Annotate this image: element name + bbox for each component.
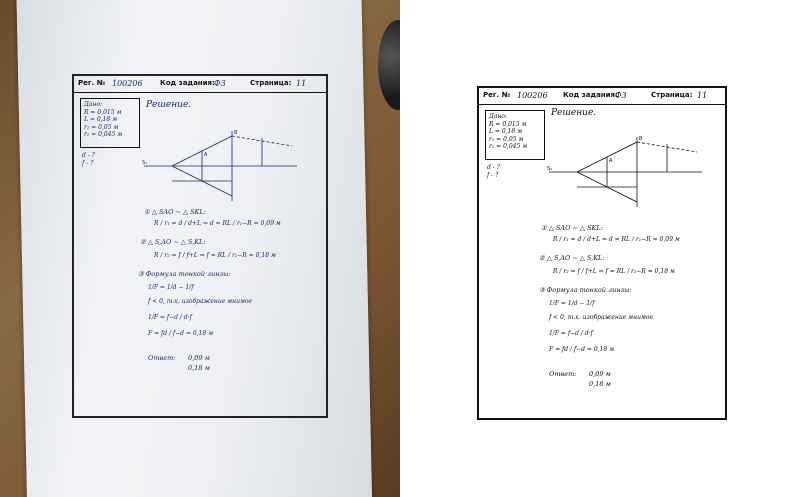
scan-label-a: A: [609, 158, 613, 164]
scan-answer-sheet: [477, 86, 727, 420]
scan-given-title: Дано:: [489, 113, 508, 120]
scan-page-value: 11: [697, 91, 708, 100]
scan-task-value: Ф3: [615, 91, 627, 100]
scan-step2-eq: R / r₂ = f / f+L ⇒ f = RL / r₂−R = 0,18 м: [553, 268, 675, 275]
photo-solution-title: Решение.: [146, 100, 192, 110]
photo-page-value: 11: [296, 79, 307, 88]
photo-answer-label: Ответ:: [148, 354, 176, 362]
photo-unknown-f: f - ?: [82, 160, 94, 167]
photo-step2: ② △ S,AO ∼ △ S,KL:: [140, 238, 206, 246]
scan-given-line: L = 0,18 м: [489, 128, 523, 135]
scan-given-line: R = 0,015 м: [489, 120, 527, 128]
photo-step2-eq: R / r₂ = f / f+L ⇒ f = RL / r₂−R = 0,18 м: [154, 252, 276, 259]
scan-page-label: Страница:: [651, 91, 693, 99]
photo-answer-2: 0,18 м: [188, 364, 210, 372]
scan-reg-label: Рег. №: [483, 91, 511, 99]
photo-step1-eq: R / r₁ = d / d+L ⇒ d = RL / r₁−R = 0,09 м: [154, 220, 281, 227]
photo-given-line: L = 0,18 м: [84, 116, 118, 123]
dark-object: [378, 20, 400, 110]
scan-step3-eq1: 1/F = 1/d − 1/f: [549, 300, 595, 307]
photo-step1: ① △ SAO ∼ △ SKL:: [144, 208, 206, 216]
scan-panel: [400, 0, 800, 497]
scan-given-line: r₁ = 0,05 м: [489, 135, 524, 143]
photo-task-value: Ф3: [214, 79, 226, 88]
photo-label-s1: S₁: [142, 160, 148, 166]
photo-reg-value: 100206: [112, 79, 143, 88]
scan-step3-eq3: F = fd / f−d = 0,18 м: [549, 346, 615, 353]
photo-given-line: r₂ = 0,045 м: [84, 131, 123, 138]
photo-unknown-d: d - ?: [82, 152, 95, 159]
scan-header: [479, 88, 725, 105]
photo-task-label: Код задания:: [160, 79, 215, 87]
scan-reg-value: 100206: [517, 91, 548, 100]
scan-unknown-f: f - ?: [487, 172, 499, 179]
photo-step3-eq3: F = fd / f−d = 0,18 м: [148, 330, 214, 337]
scan-answer-label: Ответ:: [549, 370, 577, 378]
scan-answer-2: 0,18 м: [589, 380, 611, 388]
photo-given-title: Дано:: [84, 101, 103, 108]
photo-reg-label: Рег. №: [78, 79, 106, 87]
photo-step3-eq1: 1/F = 1/d − 1/f: [148, 284, 194, 291]
photo-page-label: Страница:: [250, 79, 292, 87]
scan-unknown-d: d - ?: [487, 164, 500, 171]
scan-step2: ② △ S,AO ∼ △ S,KL:: [539, 254, 605, 262]
scan-step3-eq2: 1/F = f−d / d·f: [549, 330, 593, 337]
scan-step3: ③ Формула тонкой линзы:: [539, 286, 632, 294]
photo-optics-diagram: [142, 126, 302, 206]
photo-given-line: r₁ = 0,05 м: [84, 123, 119, 131]
photo-given-box: [80, 98, 140, 148]
photo-step3-eq2: 1/F = f−d / d·f: [148, 314, 192, 321]
scan-given-box: [485, 110, 545, 160]
photo-answer-1: 0,09 м: [188, 354, 210, 362]
photo-answer-sheet: [72, 74, 328, 418]
scan-solution-title: Решение.: [551, 108, 597, 118]
scan-step1-eq: R / r₁ = d / d+L ⇒ d = RL / r₁−R = 0,09 м: [553, 236, 680, 243]
scan-answer-1: 0,09 м: [589, 370, 611, 378]
photo-step3-note: f < 0, т.к. изображение мнимое: [148, 298, 253, 305]
photo-given-line: R = 0,015 м: [84, 108, 122, 116]
photo-header: [74, 76, 326, 93]
scan-label-s1: S₁: [547, 166, 553, 172]
scan-given-line: r₂ = 0,045 м: [489, 143, 528, 150]
scan-optics-diagram: [547, 132, 707, 212]
scan-step1: ① △ SAO ∼ △ SKL:: [541, 224, 603, 232]
scan-task-label: Код задания:: [563, 91, 618, 99]
scan-step3-note: f < 0, т.к. изображение мнимое: [549, 314, 654, 321]
photo-label-b: B: [234, 130, 238, 136]
photo-label-a: A: [204, 152, 208, 158]
scan-label-b: B: [639, 136, 643, 142]
photo-step3: ③ Формула тонкой линзы:: [138, 270, 231, 278]
